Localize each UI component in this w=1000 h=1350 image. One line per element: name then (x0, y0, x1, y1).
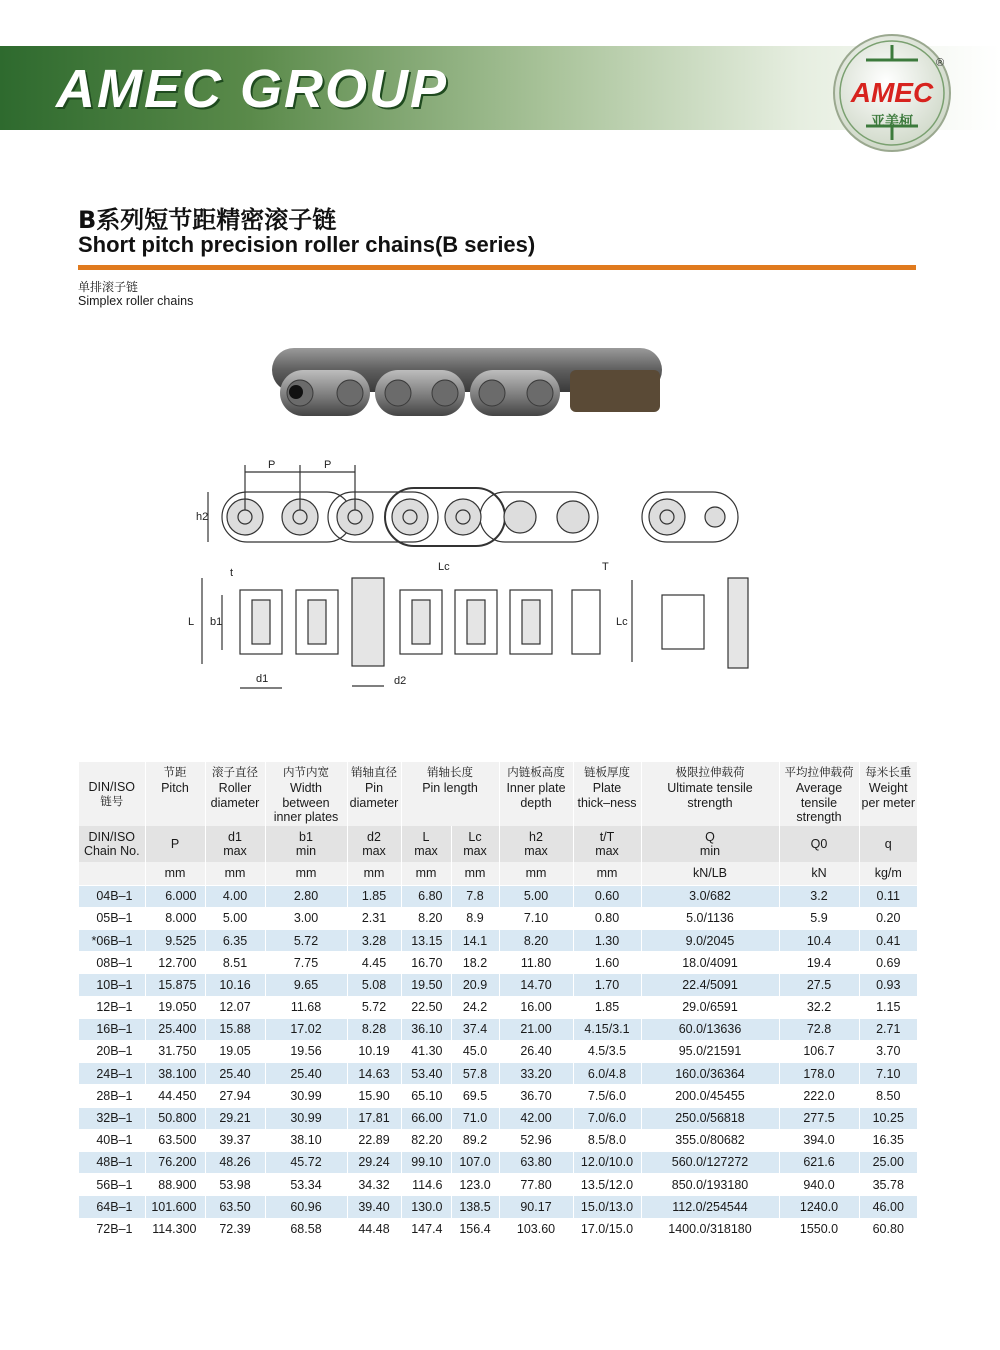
label-p1: P (268, 459, 276, 471)
table-cell: 107.0 (451, 1151, 499, 1173)
table-cell: 8.5/8.0 (573, 1129, 641, 1151)
table-cell: 130.0 (401, 1196, 451, 1218)
table-cell: 5.0/1136 (641, 907, 779, 929)
table-body (79, 885, 917, 1240)
table-cell: 24.2 (451, 996, 499, 1018)
table-cell: 30.99 (265, 1107, 347, 1129)
table-cell: 16.35 (859, 1129, 917, 1151)
table-cell: 88.900 (145, 1174, 205, 1196)
chain-number-cell: 08B–1 (79, 952, 145, 974)
table-cell: 29.24 (347, 1151, 401, 1173)
table-cell: 10.4 (779, 930, 859, 952)
table-cell: 114.6 (401, 1174, 451, 1196)
table-cell: 25.400 (145, 1018, 205, 1040)
table-cell: 57.8 (451, 1063, 499, 1085)
table-cell: 16.70 (401, 952, 451, 974)
chain-number-cell: 04B–1 (79, 885, 145, 907)
chain-number-cell: 24B–1 (79, 1063, 145, 1085)
table-cell: 222.0 (779, 1085, 859, 1107)
subtitle-english: Simplex roller chains (78, 294, 194, 308)
table-cell: 65.10 (401, 1085, 451, 1107)
brand-title: AMEC GROUP (56, 59, 449, 119)
table-cell: 355.0/80682 (641, 1129, 779, 1151)
table-cell: 0.60 (573, 885, 641, 907)
table-cell: 29.21 (205, 1107, 265, 1129)
table-cell: 8.50 (859, 1085, 917, 1107)
table-cell: 200.0/45455 (641, 1085, 779, 1107)
table-cell: 9.0/2045 (641, 930, 779, 952)
table-cell: 114.300 (145, 1218, 205, 1240)
table-cell: 36.70 (499, 1085, 573, 1107)
table-cell: 156.4 (451, 1218, 499, 1240)
table-cell: 6.000 (145, 885, 205, 907)
table-cell: 5.72 (265, 930, 347, 952)
table-cell: 5.72 (347, 996, 401, 1018)
table-cell: 31.750 (145, 1041, 205, 1063)
table-cell: 147.4 (401, 1218, 451, 1240)
table-cell: 2.31 (347, 907, 401, 929)
chain-number-cell: 16B–1 (79, 1018, 145, 1040)
table-cell: 17.0/15.0 (573, 1218, 641, 1240)
table-cell: 14.70 (499, 974, 573, 996)
table-cell: 52.96 (499, 1129, 573, 1151)
logo-cn-text: 亚美柯 (871, 114, 913, 130)
specification-table (79, 762, 917, 1240)
amec-logo (826, 30, 960, 156)
table-cell: 8.000 (145, 907, 205, 929)
table-cell: 160.0/36364 (641, 1063, 779, 1085)
orange-divider (78, 265, 916, 270)
table-cell: 44.48 (347, 1218, 401, 1240)
table-cell: 48.26 (205, 1151, 265, 1173)
table-cell: 5.00 (499, 885, 573, 907)
table-cell: 2.71 (859, 1018, 917, 1040)
table-cell: 3.00 (265, 907, 347, 929)
table-cell: 394.0 (779, 1129, 859, 1151)
table-row (79, 1085, 917, 1107)
table-cell: 0.80 (573, 907, 641, 929)
table-cell: 44.450 (145, 1085, 205, 1107)
table-cell: 17.02 (265, 1018, 347, 1040)
table-cell: 7.75 (265, 952, 347, 974)
col0-bottom: DIN/ISO Chain No. (79, 826, 145, 862)
table-cell: 69.5 (451, 1085, 499, 1107)
roller-chain-photo (270, 340, 670, 422)
table-cell: 2.80 (265, 885, 347, 907)
header-row-names: DIN/ISO 链号 节距 Pitch 滚子直径 Roller diameter 内节内宽 Width between inner plates 销轴直径 Pin diameter 销轴长度 Pin length 内链板高度 Inner plate depth 链板厚度 Plate thick–ness 极限拉伸载荷 Ultimate tensile strength 平均拉伸载荷 Average tensile strength 每米长重 Weight per meter (79, 762, 917, 826)
table-cell: 8.20 (499, 930, 573, 952)
table-cell: 7.5/6.0 (573, 1085, 641, 1107)
table-cell: 27.5 (779, 974, 859, 996)
table-cell: 36.10 (401, 1018, 451, 1040)
table-cell: 27.94 (205, 1085, 265, 1107)
table-cell: 850.0/193180 (641, 1174, 779, 1196)
table-cell: 17.81 (347, 1107, 401, 1129)
table-cell: 19.50 (401, 974, 451, 996)
table-cell: 4.5/3.5 (573, 1041, 641, 1063)
title-chinese: B系列短节距精密滚子链 (78, 206, 337, 234)
col0-top: DIN/ISO (88, 780, 136, 795)
table-cell: 1.60 (573, 952, 641, 974)
table-cell: 0.93 (859, 974, 917, 996)
table-cell: 9.525 (145, 930, 205, 952)
table-cell: 18.0/4091 (641, 952, 779, 974)
table-cell: 15.875 (145, 974, 205, 996)
table-cell: 3.28 (347, 930, 401, 952)
table-cell: 1400.0/318180 (641, 1218, 779, 1240)
table-cell: 13.5/12.0 (573, 1174, 641, 1196)
table-cell: 76.200 (145, 1151, 205, 1173)
table-row (79, 952, 917, 974)
table-cell: 14.1 (451, 930, 499, 952)
table-cell: 46.00 (859, 1196, 917, 1218)
table-cell: 7.8 (451, 885, 499, 907)
title-english: Short pitch precision roller chains(B series) (78, 232, 536, 257)
table-cell: 1.85 (347, 885, 401, 907)
table-cell: 66.00 (401, 1107, 451, 1129)
table-cell: 18.2 (451, 952, 499, 974)
table-cell: 35.78 (859, 1174, 917, 1196)
table-cell: 0.11 (859, 885, 917, 907)
table-cell: 22.4/5091 (641, 974, 779, 996)
table-cell: 53.34 (265, 1174, 347, 1196)
table-cell: 0.41 (859, 930, 917, 952)
table-cell: 13.15 (401, 930, 451, 952)
chain-number-cell: 48B–1 (79, 1151, 145, 1173)
label-lc: Lc (438, 561, 450, 573)
table-row (79, 1018, 917, 1040)
table-cell: 8.20 (401, 907, 451, 929)
chain-number-cell: 05B–1 (79, 907, 145, 929)
table-cell: 72.39 (205, 1218, 265, 1240)
logo-text: AMEC (850, 77, 934, 108)
label-t: t (230, 567, 234, 579)
table-cell: 45.72 (265, 1151, 347, 1173)
table-cell: 12.07 (205, 996, 265, 1018)
table-cell: 25.40 (205, 1063, 265, 1085)
table-cell: 8.51 (205, 952, 265, 974)
label-d2: d2 (394, 675, 407, 687)
table-cell: 4.00 (205, 885, 265, 907)
table-cell: 1.85 (573, 996, 641, 1018)
table-cell: 60.0/13636 (641, 1018, 779, 1040)
table-cell: 20.9 (451, 974, 499, 996)
table-cell: 3.2 (779, 885, 859, 907)
table-cell: 38.100 (145, 1063, 205, 1085)
table-cell: 95.0/21591 (641, 1041, 779, 1063)
table-cell: 50.800 (145, 1107, 205, 1129)
table-cell: 6.35 (205, 930, 265, 952)
chain-number-cell: *06B–1 (79, 930, 145, 952)
table-cell: 37.4 (451, 1018, 499, 1040)
chain-number-cell: 72B–1 (79, 1218, 145, 1240)
label-l: L (188, 616, 195, 628)
table-cell: 99.10 (401, 1151, 451, 1173)
table-cell: 41.30 (401, 1041, 451, 1063)
table-cell: 60.80 (859, 1218, 917, 1240)
table-cell: 53.98 (205, 1174, 265, 1196)
table-cell: 1550.0 (779, 1218, 859, 1240)
table-cell: 25.00 (859, 1151, 917, 1173)
table-cell: 7.10 (859, 1063, 917, 1085)
table-cell: 178.0 (779, 1063, 859, 1085)
table-cell: 19.56 (265, 1041, 347, 1063)
table-cell: 4.45 (347, 952, 401, 974)
table-cell: 39.40 (347, 1196, 401, 1218)
chain-technical-drawing (180, 450, 800, 700)
chain-number-cell: 64B–1 (79, 1196, 145, 1218)
table-cell: 16.00 (499, 996, 573, 1018)
table-cell: 21.00 (499, 1018, 573, 1040)
chain-number-cell: 20B–1 (79, 1041, 145, 1063)
table-cell: 63.50 (205, 1196, 265, 1218)
table-row (79, 885, 917, 907)
table-cell: 33.20 (499, 1063, 573, 1085)
table-cell: 1.30 (573, 930, 641, 952)
table-row (79, 907, 917, 929)
table-cell: 103.60 (499, 1218, 573, 1240)
label-p2: P (324, 459, 332, 471)
table-cell: 71.0 (451, 1107, 499, 1129)
table-row (79, 996, 917, 1018)
table-cell: 12.0/10.0 (573, 1151, 641, 1173)
table-cell: 90.17 (499, 1196, 573, 1218)
col0-top-cn: 链号 (100, 793, 124, 808)
chain-number-cell: 10B–1 (79, 974, 145, 996)
table-cell: 112.0/254544 (641, 1196, 779, 1218)
table-row (79, 1151, 917, 1173)
table-cell: 30.99 (265, 1085, 347, 1107)
table-cell: 621.6 (779, 1151, 859, 1173)
table-cell: 22.50 (401, 996, 451, 1018)
table-cell: 8.9 (451, 907, 499, 929)
label-lc2: Lc (616, 616, 628, 628)
table-cell: 19.4 (779, 952, 859, 974)
header-row-units: mm mm mm mm mm mm mm mm kN/LB kN kg/m (79, 862, 917, 885)
table-cell: 15.88 (205, 1018, 265, 1040)
table-cell: 60.96 (265, 1196, 347, 1218)
table-cell: 11.68 (265, 996, 347, 1018)
label-d1: d1 (256, 673, 269, 685)
table-cell: 34.32 (347, 1174, 401, 1196)
table-cell: 123.0 (451, 1174, 499, 1196)
label-b1: b1 (210, 616, 223, 628)
table-cell: 11.80 (499, 952, 573, 974)
table-cell: 10.16 (205, 974, 265, 996)
table-cell: 7.10 (499, 907, 573, 929)
table-cell: 42.00 (499, 1107, 573, 1129)
table-cell: 39.37 (205, 1129, 265, 1151)
chain-number-cell: 28B–1 (79, 1085, 145, 1107)
table-cell: 106.7 (779, 1041, 859, 1063)
table-cell: 63.500 (145, 1129, 205, 1151)
table-cell: 0.69 (859, 952, 917, 974)
table-cell: 250.0/56818 (641, 1107, 779, 1129)
table-cell: 82.20 (401, 1129, 451, 1151)
table-cell: 19.05 (205, 1041, 265, 1063)
table-cell: 15.90 (347, 1085, 401, 1107)
table-cell: 7.0/6.0 (573, 1107, 641, 1129)
table-cell: 68.58 (265, 1218, 347, 1240)
table-cell: 940.0 (779, 1174, 859, 1196)
table-cell: 560.0/127272 (641, 1151, 779, 1173)
table-cell: 6.80 (401, 885, 451, 907)
table-cell: 22.89 (347, 1129, 401, 1151)
chain-number-cell: 56B–1 (79, 1174, 145, 1196)
table-cell: 89.2 (451, 1129, 499, 1151)
table-cell: 15.0/13.0 (573, 1196, 641, 1218)
table-row (79, 974, 917, 996)
table-cell: 9.65 (265, 974, 347, 996)
label-h2: h2 (196, 511, 209, 523)
table-cell: 38.10 (265, 1129, 347, 1151)
table-cell: 10.25 (859, 1107, 917, 1129)
registered-mark: ® (936, 57, 945, 69)
table-row (79, 1218, 917, 1240)
table-cell: 1.70 (573, 974, 641, 996)
table-row (79, 1196, 917, 1218)
table-row (79, 1063, 917, 1085)
table-row (79, 930, 917, 952)
table-cell: 10.19 (347, 1041, 401, 1063)
chain-number-cell: 12B–1 (79, 996, 145, 1018)
header-row-symbols: DIN/ISO Chain No. P d1 max b1 min d2 max L max Lc max h2 max t/T max Q min Q0 q (79, 826, 917, 862)
table-cell: 53.40 (401, 1063, 451, 1085)
table-cell: 26.40 (499, 1041, 573, 1063)
table-cell: 3.70 (859, 1041, 917, 1063)
table-cell: 32.2 (779, 996, 859, 1018)
table-cell: 4.15/3.1 (573, 1018, 641, 1040)
table-cell: 5.08 (347, 974, 401, 996)
table-cell: 19.050 (145, 996, 205, 1018)
table-cell: 277.5 (779, 1107, 859, 1129)
table-cell: 3.0/682 (641, 885, 779, 907)
chain-number-cell: 40B–1 (79, 1129, 145, 1151)
label-big-t: T (602, 561, 609, 573)
table-cell: 29.0/6591 (641, 996, 779, 1018)
table-cell: 14.63 (347, 1063, 401, 1085)
table-cell: 72.8 (779, 1018, 859, 1040)
table-cell: 45.0 (451, 1041, 499, 1063)
table-row (79, 1174, 917, 1196)
table-cell: 1240.0 (779, 1196, 859, 1218)
table-row (79, 1041, 917, 1063)
table-cell: 63.80 (499, 1151, 573, 1173)
table-cell: 77.80 (499, 1174, 573, 1196)
table-cell: 5.9 (779, 907, 859, 929)
table-cell: 101.600 (145, 1196, 205, 1218)
table-cell: 25.40 (265, 1063, 347, 1085)
table-cell: 0.20 (859, 907, 917, 929)
table-cell: 5.00 (205, 907, 265, 929)
subtitle-chinese: 单排滚子链 (78, 280, 139, 294)
table-cell: 1.15 (859, 996, 917, 1018)
table-row (79, 1129, 917, 1151)
table-cell: 8.28 (347, 1018, 401, 1040)
table-cell: 12.700 (145, 952, 205, 974)
table-cell: 6.0/4.8 (573, 1063, 641, 1085)
chain-number-cell: 32B–1 (79, 1107, 145, 1129)
table-cell: 138.5 (451, 1196, 499, 1218)
table-row (79, 1107, 917, 1129)
